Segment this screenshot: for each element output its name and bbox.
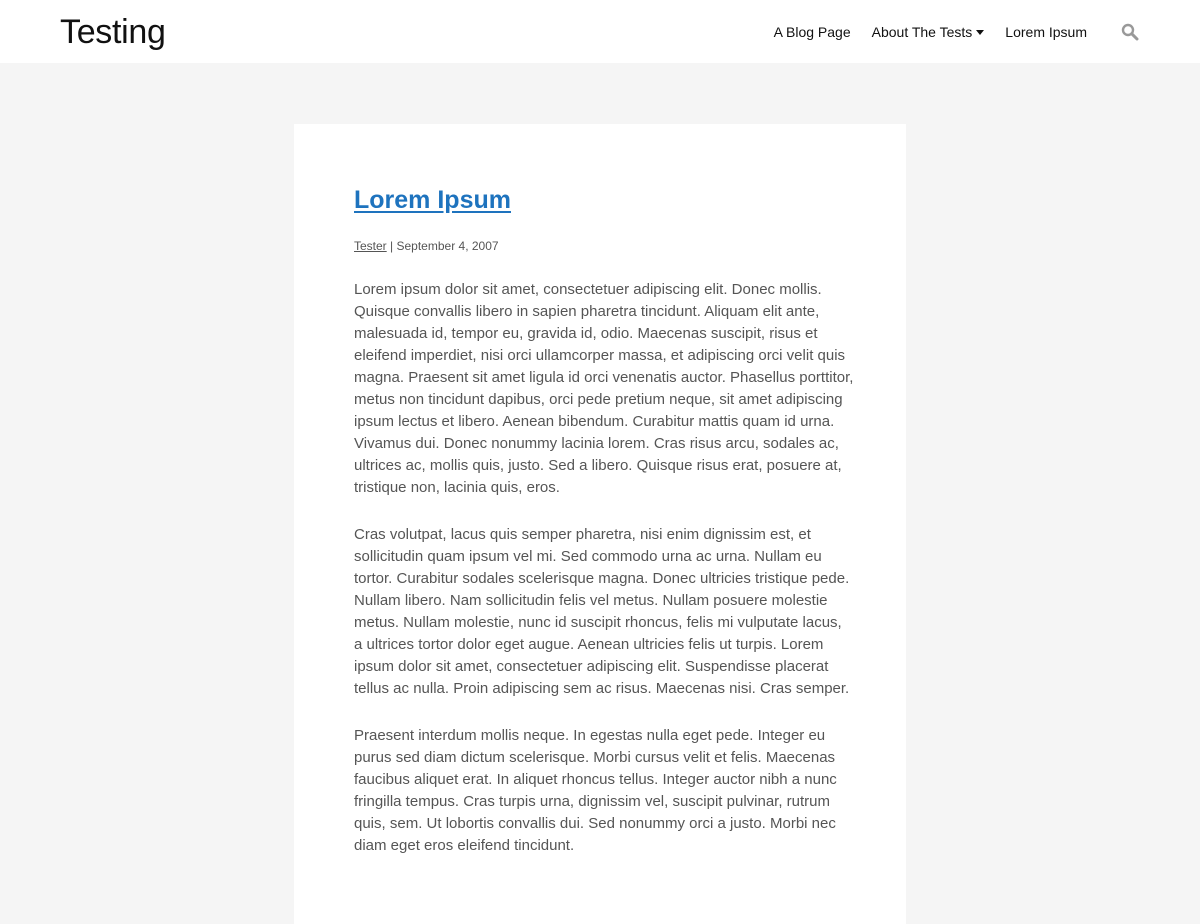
meta-separator: |	[386, 239, 397, 253]
post-title-link[interactable]: Lorem Ipsum	[354, 186, 511, 214]
nav-item-label: A Blog Page	[773, 24, 851, 40]
post-paragraph: Praesent interdum mollis neque. In egestas nulla eget pede. Integer eu purus sed diam dictum scelerisque. Morbi cursus velit et felis. Maecenas faucibus aliquet erat. In aliquet rhoncus tellus. Integer auctor nibh a nunc fringilla tempus. Cras turpis urna, dignissim vel, suscipit pulvinar, rutrum quis, sem. Ut lobortis convallis dui. Sed nonummy orci a justo. Morbi nec diam eget eros eleifend tincidunt.	[354, 727, 837, 854]
post-content	[354, 279, 854, 882]
main-nav	[753, 22, 1140, 42]
nav-item-blog-page[interactable]	[774, 22, 851, 42]
post-date: September 4, 2007	[396, 239, 499, 253]
search-button[interactable]	[1120, 22, 1140, 42]
site-title[interactable]: Testing	[60, 13, 166, 51]
nav-item-lorem-ipsum[interactable]	[1005, 22, 1087, 42]
nav-item-about-the-tests[interactable]	[872, 22, 985, 42]
site-header	[0, 0, 1200, 63]
post-author-link[interactable]: Tester	[354, 239, 387, 253]
nav-item-label: About The Tests	[871, 24, 973, 40]
nav-item-label: Lorem Ipsum	[1005, 24, 1087, 40]
post-paragraph: Lorem ipsum dolor sit amet, consectetuer adipiscing elit. Donec mollis. Quisque convallis libero in sapien pharetra tincidunt. Aliquam elit ante, malesuada id, tempor eu, gravida id, odio. Maecenas suscipit, risus et eleifend imperdiet, nisi orci ullamcorper massa, et adipiscing orci velit quis magna. Praesent sit amet ligula id orci venenatis auctor. Phasellus porttitor, metus non tincidunt dapibus, orci pede pretium neque, sit amet adipiscing ipsum lectus et libero. Aenean bibendum. Curabitur mattis quam id urna. Vivamus dui. Donec nonummy lacinia lorem. Cras risus arcu, sodales ac, ultrices ac, mollis quis, justo. Sed a libero. Quisque risus erat, posuere at, tristique non, lacinia quis, eros.	[354, 281, 854, 496]
post-card	[294, 124, 906, 924]
caret-down-icon	[976, 30, 984, 35]
post-meta	[354, 238, 499, 254]
search-icon	[1121, 23, 1139, 41]
post-paragraph: Cras volutpat, lacus quis semper pharetra, nisi enim dignissim est, et sollicitudin quam ipsum vel mi. Sed commodo urna ac urna. Nullam eu tortor. Curabitur sodales scelerisque magna. Donec ultricies tristique pede. Nullam libero. Nam sollicitudin felis vel metus. Nullam posuere molestie metus. Nullam molestie, nunc id suscipit rhoncus, felis mi vulputate lacus, a ultrices tortor dolor eget augue. Aenean ultricies felis ut turpis. Lorem ipsum dolor sit amet, consectetuer adipiscing elit. Suspendisse placerat tellus ac nulla. Proin adipiscing sem ac risus. Maecenas nisi. Cras semper.	[354, 526, 850, 697]
